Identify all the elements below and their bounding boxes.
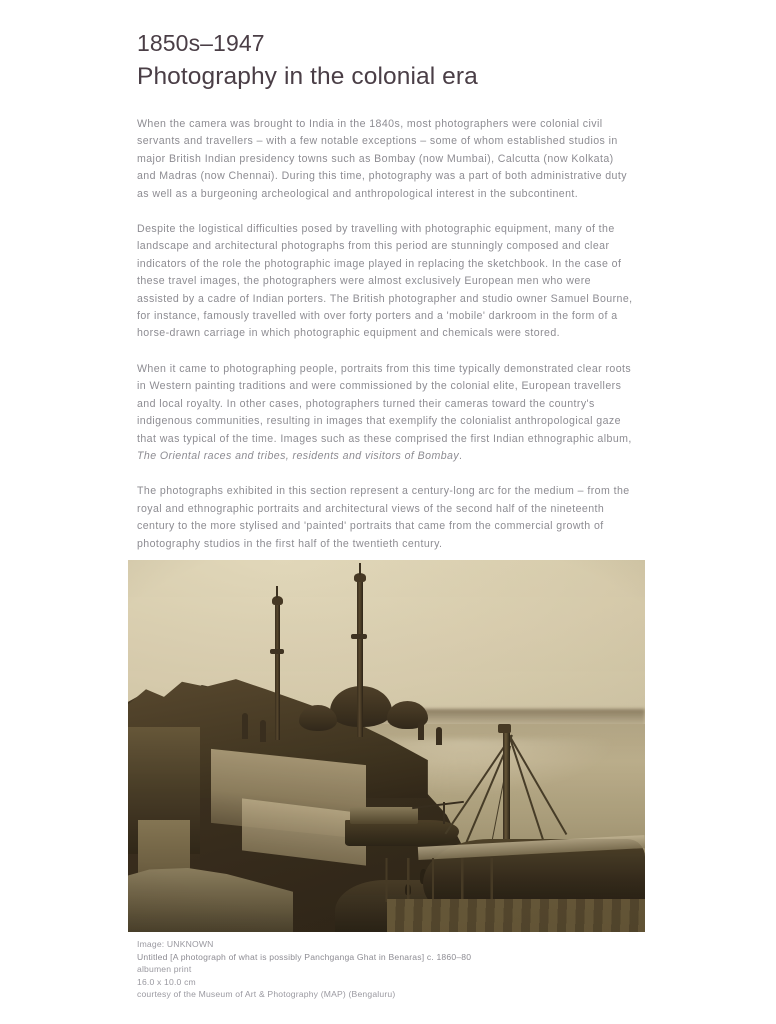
photo-moored-boat-cabin — [350, 807, 417, 824]
album-title-italic: The Oriental races and tribes, residents and visitors of Bombay — [137, 449, 460, 462]
photo-minaret-right — [357, 580, 363, 736]
paragraph-2: Despite the logistical difficulties posed by travelling with photographic equipment, many of the landscape and architectural photographs from this period are stunningly composed and clear indicators of the role the photographic image played in replacing the sketchbook. In the case of these travel images, the photographers were almost exclusively European men who were assisted by a cadre of Indian porters. The British photographer and studio owner Samuel Bourne, for instance, famously travelled with over forty porters and a 'mobile' darkroom in the form of a horse-drawn carriage in which photographic equipment and chemicals were stored. — [137, 223, 633, 340]
photo-roof-turret-3 — [418, 720, 424, 740]
figure-photograph — [128, 560, 645, 932]
photo-moored-boat — [345, 820, 459, 846]
photo-foreground-boat-masthead — [498, 724, 511, 733]
paragraph-3 — [137, 361, 633, 465]
caption-dimensions: 16.0 x 10.0 cm — [137, 976, 196, 987]
photo-foreground-boat-poles — [376, 858, 531, 903]
photo-roof-turret-1 — [242, 713, 248, 739]
photo-roof-turret-2 — [260, 720, 266, 742]
section-date-range: 1850s–1947 — [137, 30, 265, 56]
photo-mosque-dome-left — [299, 705, 338, 731]
photo-minaret-left — [275, 603, 280, 741]
paragraph-3-text: When it came to photographing people, portraits from this time typically demonstrated clear roots in Western painting traditions and were commissioned by the colonial elite, European travellers and local royalty. In other cases, photographers turned their cameras toward the country's indigenous communities, resulting in images that exemplify the colonialist anthropological gaze that was typical of the time. Images such as these comprised the first Indian ethnographic album, — [137, 362, 632, 445]
photo-minaret-right-finial — [359, 563, 361, 575]
caption-image-credit: Image: UNKNOWN — [137, 939, 214, 949]
photo-minaret-left-balcony — [270, 649, 284, 654]
body-copy — [137, 116, 633, 553]
photo-minaret-right-balcony — [351, 634, 367, 639]
caption-medium: albumen print — [137, 964, 192, 975]
paragraph-1: When the camera was brought to India in the 1840s, most photographers were colonial civil servants and travellers – with a few notable exceptions – some of whom established studios in major British Indian presidency towns such as Bombay (now Mumbai), Calcutta (now Kolkata) and Madras (now Chennai). During this time, photography was a part of both administrative duty as well as a burgeoning archeological and anthropological interest in the subcontinent. — [137, 118, 627, 200]
figure-caption — [137, 938, 657, 1001]
paragraph-3-period: . — [459, 449, 463, 462]
caption-courtesy: courtesy of the Museum of Art & Photography (MAP) (Bengaluru) — [137, 989, 396, 1000]
photograph-panchganga-ghat — [128, 560, 645, 932]
photo-roof-turret-4 — [436, 727, 442, 745]
photo-minaret-left-finial — [276, 586, 278, 598]
page-title: Photography in the colonial era — [137, 63, 478, 90]
photo-foreground-deck-planks — [387, 899, 646, 932]
paragraph-4: The photographs exhibited in this section represent a century-long arc for the medium – from the royal and ethnographic portraits and architectural views of the second half of the nineteenth century to the more stylised and 'painted' portraits that came from the commercial growth of photography studios in the first half of the twentieth century. — [137, 485, 630, 550]
caption-title-and-date: Untitled [A photograph of what is possibly Panchganga Ghat in Benaras] c. 1860–80 — [137, 951, 472, 962]
